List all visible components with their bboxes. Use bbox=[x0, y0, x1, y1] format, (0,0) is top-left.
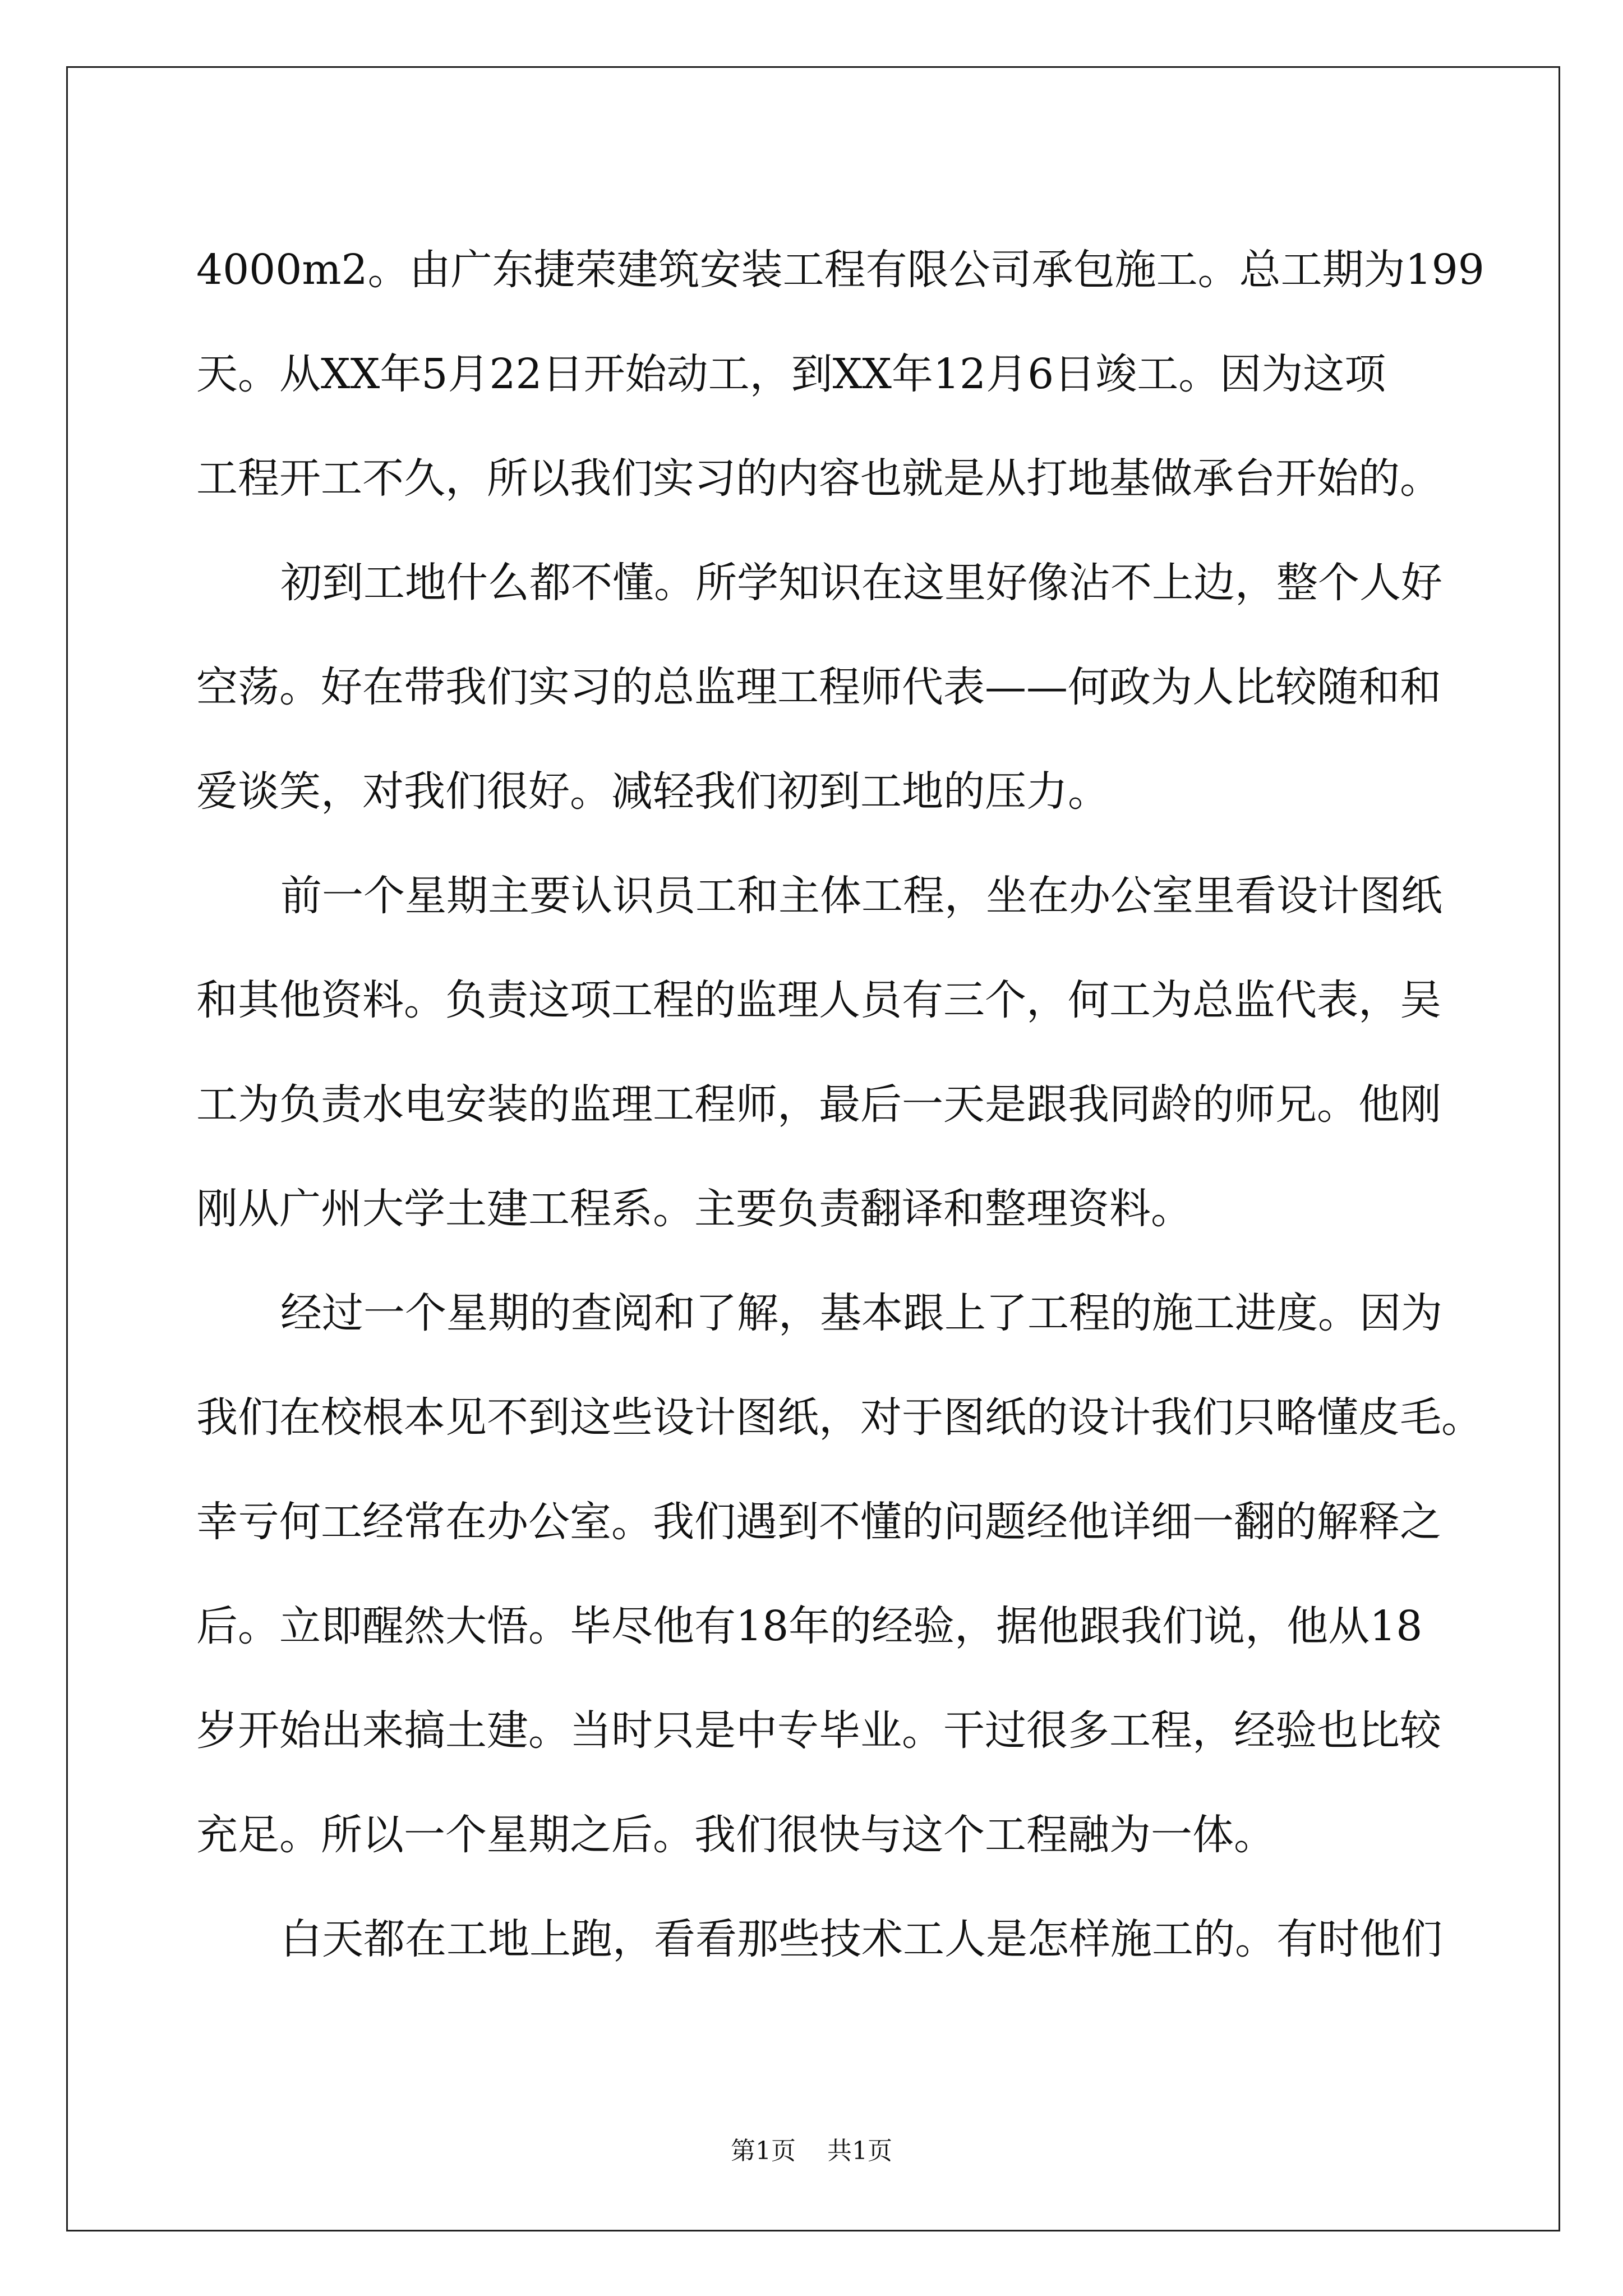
text-line: 和其他资料。负责这项工程的监理人员有三个，何工为总监代表，吴 bbox=[196, 976, 1441, 1024]
page-footer bbox=[0, 2134, 1623, 2168]
page-count: 共1页 bbox=[827, 2137, 892, 2165]
text-line: 工为负责水电安装的监理工程师，最后一天是跟我同龄的师兄。他刚 bbox=[196, 1080, 1441, 1129]
text-line: 工程开工不久，所以我们实习的内容也就是从打地基做承台开始的。 bbox=[196, 454, 1441, 503]
paragraph-start-line: 前一个星期主要认识员工和主体工程，坐在办公室里看设计图纸 bbox=[280, 872, 1442, 920]
text-line: 幸亏何工经常在办公室。我们遇到不懂的问题经他详细一翻的解释之 bbox=[196, 1498, 1441, 1546]
paragraph-start-line: 经过一个星期的查阅和了解，基本跟上了工程的施工进度。因为 bbox=[280, 1289, 1442, 1337]
text-line: 空荡。好在带我们实习的总监理工程师代表——何政为人比较随和和 bbox=[196, 663, 1441, 711]
text-line: 爱谈笑，对我们很好。减轻我们初到工地的压力。 bbox=[196, 767, 1109, 816]
paragraph-start-line: 初到工地什么都不懂。所学知识在这里好像沾不上边，整个人好 bbox=[280, 559, 1442, 607]
text-line: 我们在校根本见不到这些设计图纸，对于图纸的设计我们只略懂皮毛。 bbox=[196, 1393, 1483, 1442]
text-line: 后。立即醒然大悟。毕尽他有18年的经验，据他跟我们说，他从18 bbox=[196, 1602, 1423, 1650]
text-line: 岁开始出来搞土建。当时只是中专毕业。干过很多工程，经验也比较 bbox=[196, 1706, 1441, 1755]
text-line: 天。从XX年5月22日开始动工，到XX年12月6日竣工。因为这项 bbox=[196, 350, 1386, 398]
text-line: 4000m2。由广东捷荣建筑安装工程有限公司承包施工。总工期为199 bbox=[196, 246, 1484, 294]
document-body bbox=[196, 218, 1484, 1991]
text-line: 充足。所以一个星期之后。我们很快与这个工程融为一体。 bbox=[196, 1811, 1275, 1859]
paragraph-start-line: 白天都在工地上跑，看看那些技术工人是怎样施工的。有时他们 bbox=[280, 1915, 1442, 1963]
text-line: 刚从广州大学土建工程系。主要负责翻译和整理资料。 bbox=[196, 1185, 1192, 1233]
page-number: 第1页 bbox=[731, 2137, 796, 2165]
